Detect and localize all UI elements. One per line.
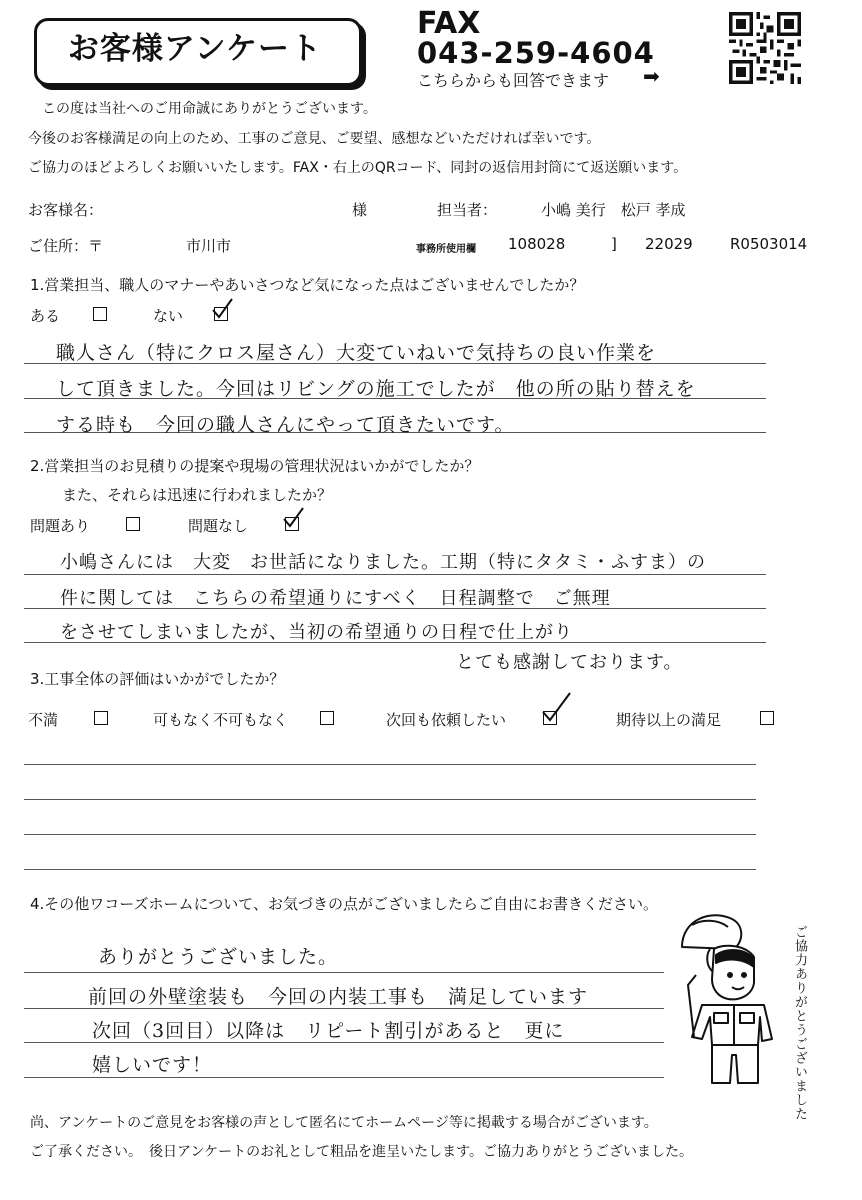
checkmark-icon bbox=[540, 690, 572, 722]
q1-option-yes-label: ある bbox=[30, 307, 61, 325]
customer-name-label: お客様名： bbox=[28, 201, 104, 219]
honorific-label: 様 bbox=[352, 201, 368, 219]
q1-answer-line-2: して頂きました。今回はリビングの施工でしたが 他の所の貼り替えを bbox=[56, 378, 696, 400]
page-title: お客様アンケート bbox=[67, 31, 323, 67]
q2-question: 2.営業担当のお見積りの提案や現場の管理状況はいかがでしたか？ bbox=[30, 457, 480, 475]
q3-question: 3.工事全体の評価はいかがでしたか？ bbox=[30, 670, 285, 688]
fax-note: こちらからも回答できます bbox=[417, 71, 610, 90]
q2-option-yes-label: 問題あり bbox=[30, 517, 91, 535]
arrow-right-icon: ➡ bbox=[643, 64, 660, 88]
fax-number: 043-259-4604 bbox=[417, 36, 655, 70]
q4-question: 4.その他ワコーズホームについて、お気づきの点がございましたらご自由にお書きください。 bbox=[30, 895, 658, 913]
answer-line bbox=[24, 1077, 664, 1078]
q1-option-no-label: ない bbox=[153, 307, 184, 325]
office-use-label: 事務所使用欄 bbox=[416, 244, 476, 255]
q4-answer-line-1: ありがとうございました。 bbox=[98, 946, 339, 968]
q3-option-1-checkbox[interactable] bbox=[94, 711, 108, 725]
vertical-thanks: ご協力ありがとうございました bbox=[792, 925, 807, 1121]
address-label: ご住所：〒 bbox=[28, 237, 104, 255]
office-code-2: 22029 bbox=[645, 235, 693, 253]
q3-option-4-label: 期待以上の満足 bbox=[616, 711, 722, 729]
staff-label: 担当者： bbox=[437, 201, 498, 219]
staff-names: 小嶋 美行 松戸 孝成 bbox=[541, 201, 686, 219]
q2-option-no-label: 問題なし bbox=[188, 517, 249, 535]
q2-answer-line-2: 件に関しては こちらの希望通りにすべく 日程調整で ご無理 bbox=[60, 588, 611, 609]
answer-line bbox=[24, 869, 756, 870]
qr-code-icon[interactable] bbox=[729, 12, 801, 84]
intro-line-2: 今後のお客様満足の向上のため、工事のご意見、ご要望、感想などいただければ幸いです。 bbox=[28, 131, 601, 147]
office-code-1: 108028 bbox=[508, 235, 566, 253]
q4-answer-line-3: 次回（3回目）以降は リピート割引があると 更に bbox=[92, 1020, 565, 1042]
q2-option-yes-checkbox[interactable] bbox=[126, 517, 140, 531]
q3-option-2-label: 可もなく不可もなく bbox=[153, 711, 289, 729]
intro-line-1: この度は当社へのご用命誠にありがとうございます。 bbox=[42, 101, 377, 117]
worker-illustration bbox=[672, 905, 784, 1087]
q1-answer-line-3: する時も 今回の職人さんにやって頂きたいです。 bbox=[56, 414, 515, 436]
q4-answer-line-2: 前回の外壁塗装も 今回の内装工事も 満足しています bbox=[88, 986, 589, 1008]
checkmark-icon bbox=[210, 296, 234, 320]
q2-question-sub: また、それらは迅速に行われましたか？ bbox=[62, 486, 333, 504]
office-separator: ] bbox=[611, 235, 617, 253]
address-city: 市川市 bbox=[186, 237, 232, 255]
q3-option-3-label: 次回も依頼したい bbox=[386, 711, 507, 729]
fax-label: FAX bbox=[417, 6, 481, 41]
q2-answer-line-3: をさせてしまいましたが、当初の希望通りの日程で仕上がり bbox=[60, 622, 573, 643]
q2-answer-line-4: とても感謝しております。 bbox=[456, 652, 683, 673]
q3-option-4-checkbox[interactable] bbox=[760, 711, 774, 725]
footer-line-2: ご了承ください。 後日アンケートのお礼として粗品を進呈いたします。ご協力ありがとうございました。 bbox=[30, 1144, 694, 1160]
answer-line bbox=[24, 834, 756, 835]
office-code-3: R0503014 bbox=[730, 235, 808, 253]
q3-option-1-label: 不満 bbox=[28, 711, 59, 729]
intro-line-3: ご協力のほどよろしくお願いいたします。FAX・右上のQRコード、同封の返信用封筒にて返送願います。 bbox=[28, 160, 688, 176]
q4-answer-line-4: 嬉しいです！ bbox=[92, 1054, 213, 1076]
q3-option-2-checkbox[interactable] bbox=[320, 711, 334, 725]
answer-line bbox=[24, 764, 756, 765]
q1-answer-line-1: 職人さん（特にクロス屋さん）大変ていねいで気持ちの良い作業を bbox=[56, 342, 657, 364]
answer-line bbox=[24, 972, 664, 973]
q1-option-yes-checkbox[interactable] bbox=[93, 307, 107, 321]
answer-line bbox=[24, 799, 756, 800]
footer-line-1: 尚、アンケートのご意見をお客様の声として匿名にてホームページ等に掲載する場合がございます。 bbox=[30, 1115, 658, 1131]
answer-line bbox=[24, 574, 766, 575]
checkmark-icon bbox=[281, 505, 305, 529]
q1-question: 1.営業担当、職人のマナーやあいさつなど気になった点はございませんでしたか？ bbox=[30, 276, 585, 294]
q2-answer-line-1: 小嶋さんには 大変 お世話になりました。工期（特にタタミ・ふすま）の bbox=[60, 552, 706, 573]
